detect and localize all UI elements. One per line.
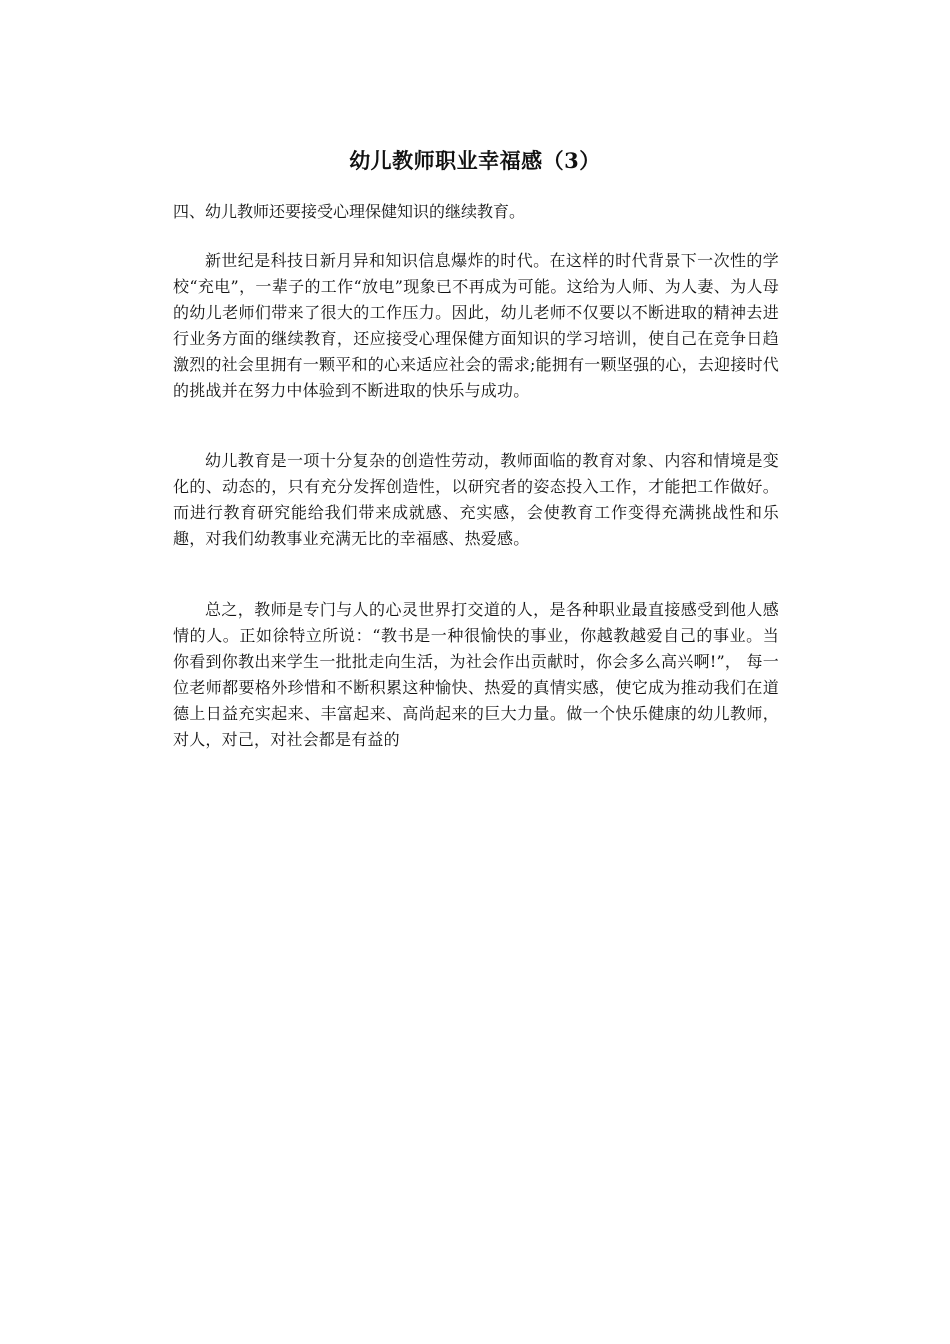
paragraph-3: 总之，教师是专门与人的心灵世界打交道的人，是各种职业最直接感受到他人感情的人。正如徐特立所说：“教书是一种很愉快的事业，你越教越爱自己的事业。当你看到你教出来学生一批批走向生活，为社会作出贡献时，你会多么高兴啊!”， 每一位老师都要格外珍惜和不断积累这种愉快、热爱的真情实感，使它成为推动我们在道德上日益充实起来、丰富起来、高尚起来的巨大力量。做一个快乐健康的幼儿教师，对人，对己，对社会都是有益的 xyxy=(173,600,779,749)
paragraph-2: 幼儿教育是一项十分复杂的创造性劳动，教师面临的教育对象、内容和情境是变化的、动态的，只有充分发挥创造性，以研究者的姿态投入工作，才能把工作做好。而进行教育研究能给我们带来成就感、充实感，会使教育工作变得充满挑战性和乐趣，对我们幼教事业充满无比的幸福感、热爱感。 xyxy=(173,451,779,548)
section-heading: 四、幼儿教师还要接受心理保健知识的继续教育。 xyxy=(173,202,526,221)
document-title: 幼儿教师职业幸福感（3） xyxy=(349,148,601,173)
paragraph-1: 新世纪是科技日新月异和知识信息爆炸的时代。在这样的时代背景下一次性的学校“充电”，一辈子的工作“放电”现象已不再成为可能。这给为人师、为人妻、为人母的幼儿老师们带来了很大的工作压力。因此，幼儿老师不仅要以不断进取的精神去进行业务方面的继续教育，还应接受心理保健方面知识的学习培训，使自己在竞争日趋激烈的社会里拥有一颗平和的心来适应社会的需求;能拥有一颗坚强的心，去迎接时代的挑战并在努力中体验到不断进取的快乐与成功。 xyxy=(173,251,779,400)
